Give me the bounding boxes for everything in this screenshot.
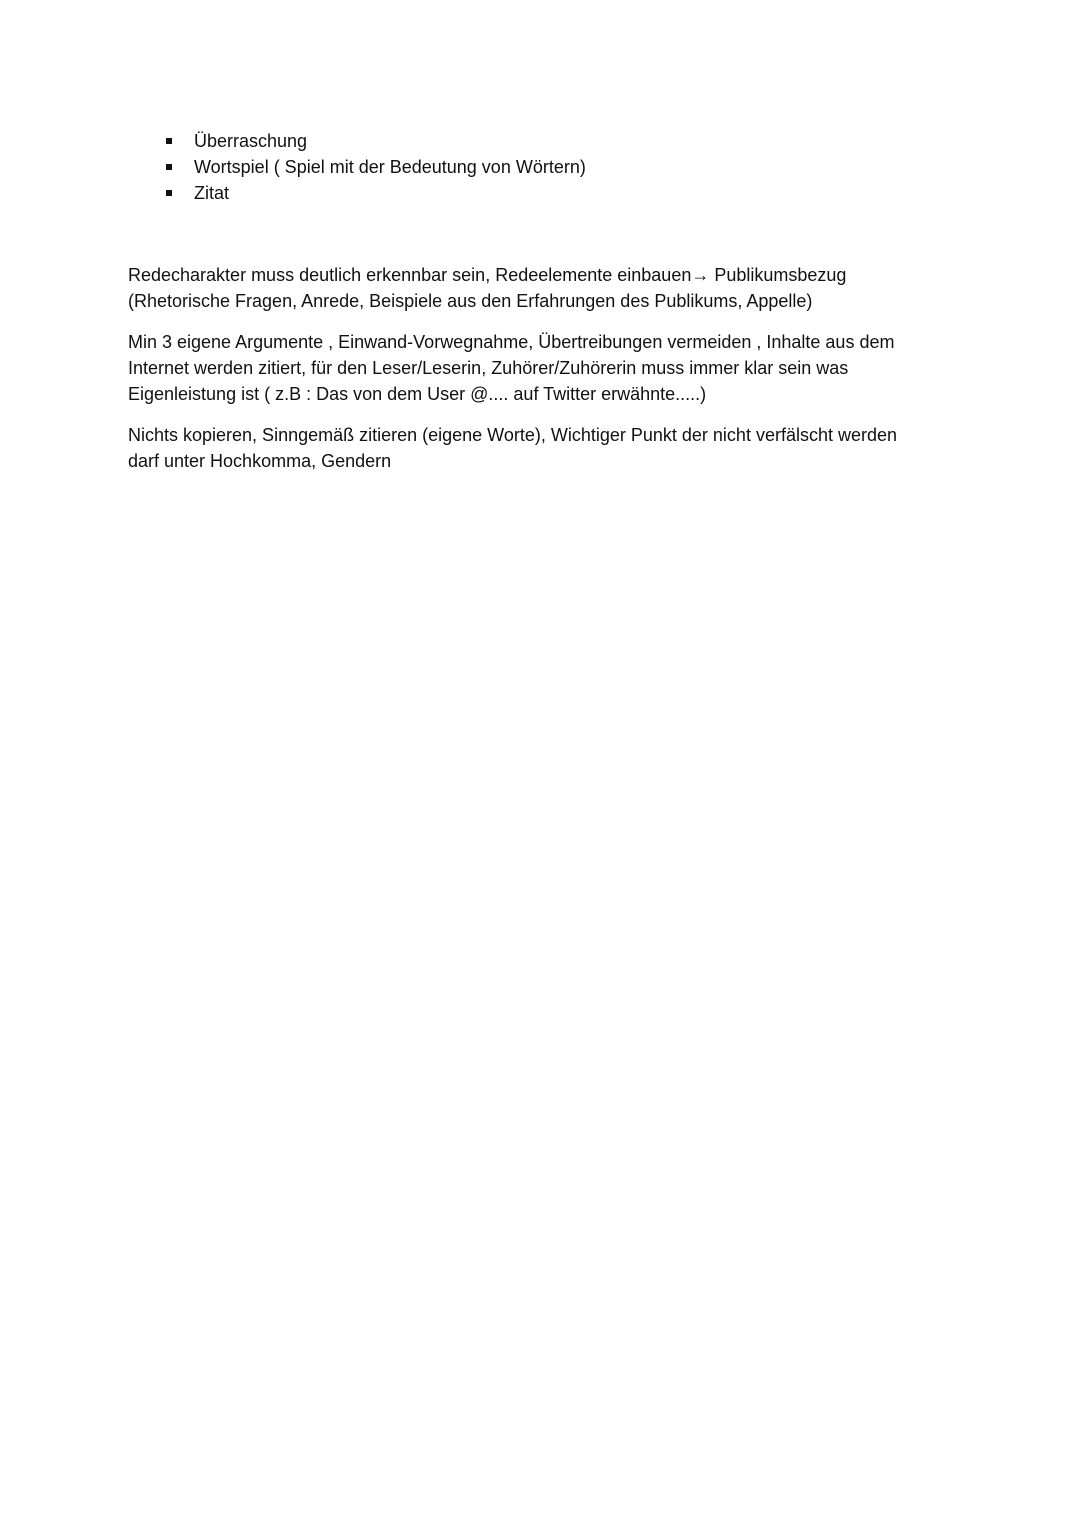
square-bullet-icon xyxy=(166,164,172,170)
list-item xyxy=(160,180,586,206)
list-item xyxy=(160,154,586,180)
bullet-list xyxy=(160,128,586,206)
list-item xyxy=(160,128,586,154)
list-item-text: Überraschung xyxy=(194,131,308,151)
paragraph-line: (Rhetorische Fragen, Anrede, Beispiele aus den Erfahrungen des Publikums, Appelle) xyxy=(128,291,813,311)
paragraph-line: Eigenleistung ist ( z.B : Das von dem User @.... auf Twitter erwähnte.....) xyxy=(128,384,707,404)
paragraph-redecharakter xyxy=(128,262,938,314)
list-item-text: Wortspiel ( Spiel mit der Bedeutung von Wörtern) xyxy=(194,157,586,177)
paragraph-line: Nichts kopieren, Sinngemäß zitieren (eigene Worte), Wichtiger Punkt der nicht verfälscht werden xyxy=(128,425,898,445)
paragraph-zitieren xyxy=(128,422,938,474)
paragraph-argumente xyxy=(128,329,938,407)
paragraph-line: darf unter Hochkomma, Gendern xyxy=(128,451,392,471)
list-item-text: Zitat xyxy=(194,183,230,203)
paragraph-line: Min 3 eigene Argumente , Einwand-Vorwegnahme, Übertreibungen vermeiden , Inhalte aus dem xyxy=(128,332,895,352)
square-bullet-icon xyxy=(166,138,172,144)
paragraph-line: Redecharakter muss deutlich erkennbar sein, Redeelemente einbauen→ Publikumsbezug xyxy=(128,265,847,285)
paragraph-line: Internet werden zitiert, für den Leser/Leserin, Zuhörer/Zuhörerin muss immer klar sein was xyxy=(128,358,849,378)
square-bullet-icon xyxy=(166,190,172,196)
